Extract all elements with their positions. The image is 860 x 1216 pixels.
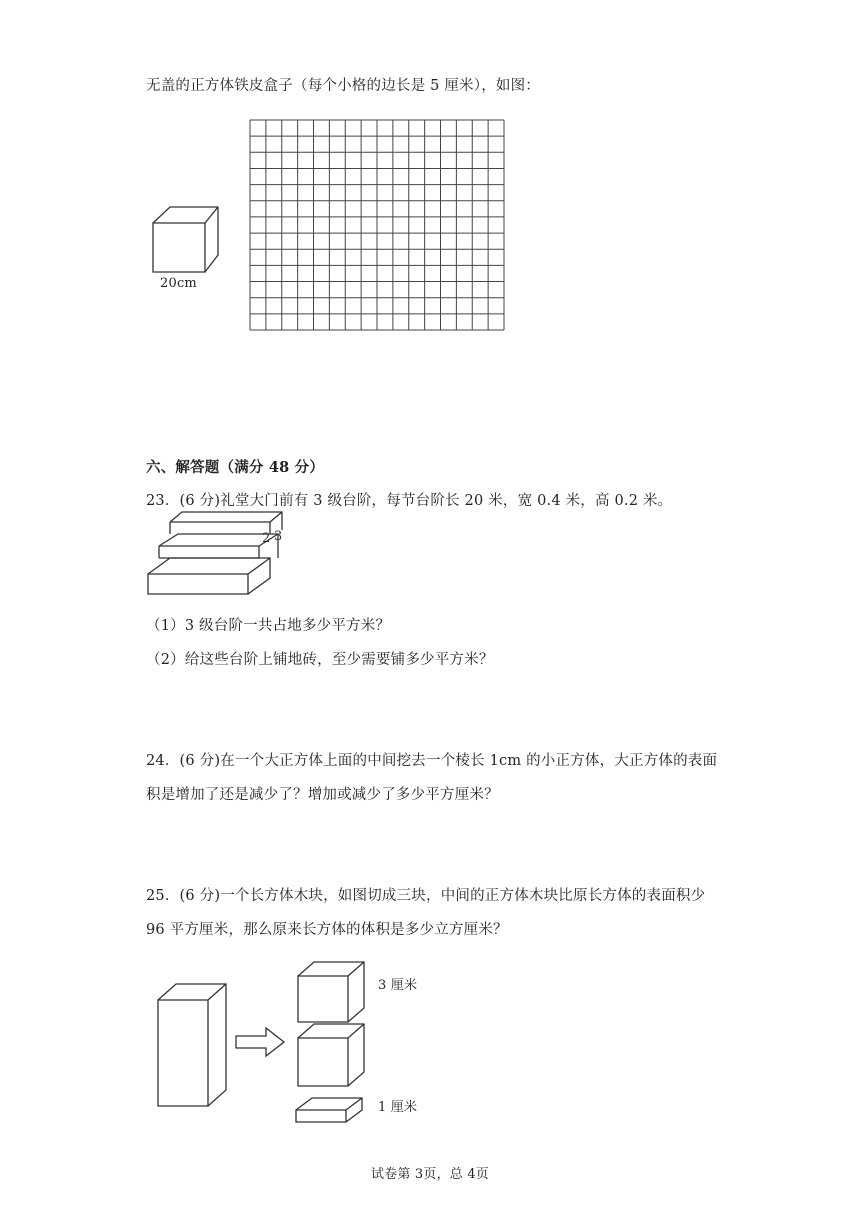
question-24-line1: 24．(6 分)在一个大正方体上面的中间挖去一个棱长 1cm 的小正方体，大正方体的表面 xyxy=(146,753,718,769)
label-1cm: 1 厘米 xyxy=(378,1100,418,1115)
intro-text: 无盖的正方体铁皮盒子（每个小格的边长是 5 厘米），如图： xyxy=(146,78,540,94)
question-25-line1: 25．(6 分)一个长方体木块，如图切成三块，中间的正方体木块比原长方体的表面积少 xyxy=(146,888,706,904)
question-24-line2: 积是增加了还是减少了？增加或减少了多少平方厘米？ xyxy=(146,787,499,803)
label-3cm: 3 厘米 xyxy=(378,978,418,993)
question-23-text: 23．(6 分)礼堂大门前有 3 级台阶，每节台阶长 20 米，宽 0.4 米，高 0.2 米。 xyxy=(146,493,673,509)
question-23-sub2: （2）给这些台阶上铺地砖，至少需要铺多少平方米？ xyxy=(146,652,494,668)
stairs-figure xyxy=(146,522,296,598)
cube-label: 20cm xyxy=(160,276,197,291)
question-23-sub1: （1）3 级台阶一共占地多少平方米？ xyxy=(146,618,391,634)
section-title: 六、解答题（满分 48 分） xyxy=(146,459,325,476)
step-label-2: 2 xyxy=(262,531,271,546)
grid-paper xyxy=(250,120,506,332)
step-label-3: 3 xyxy=(274,529,283,544)
page-footer: 试卷第 3页，总 4页 xyxy=(370,1167,489,1182)
question-25-line2: 96 平方厘米，那么原来长方体的体积是多少立方厘米？ xyxy=(146,922,508,938)
